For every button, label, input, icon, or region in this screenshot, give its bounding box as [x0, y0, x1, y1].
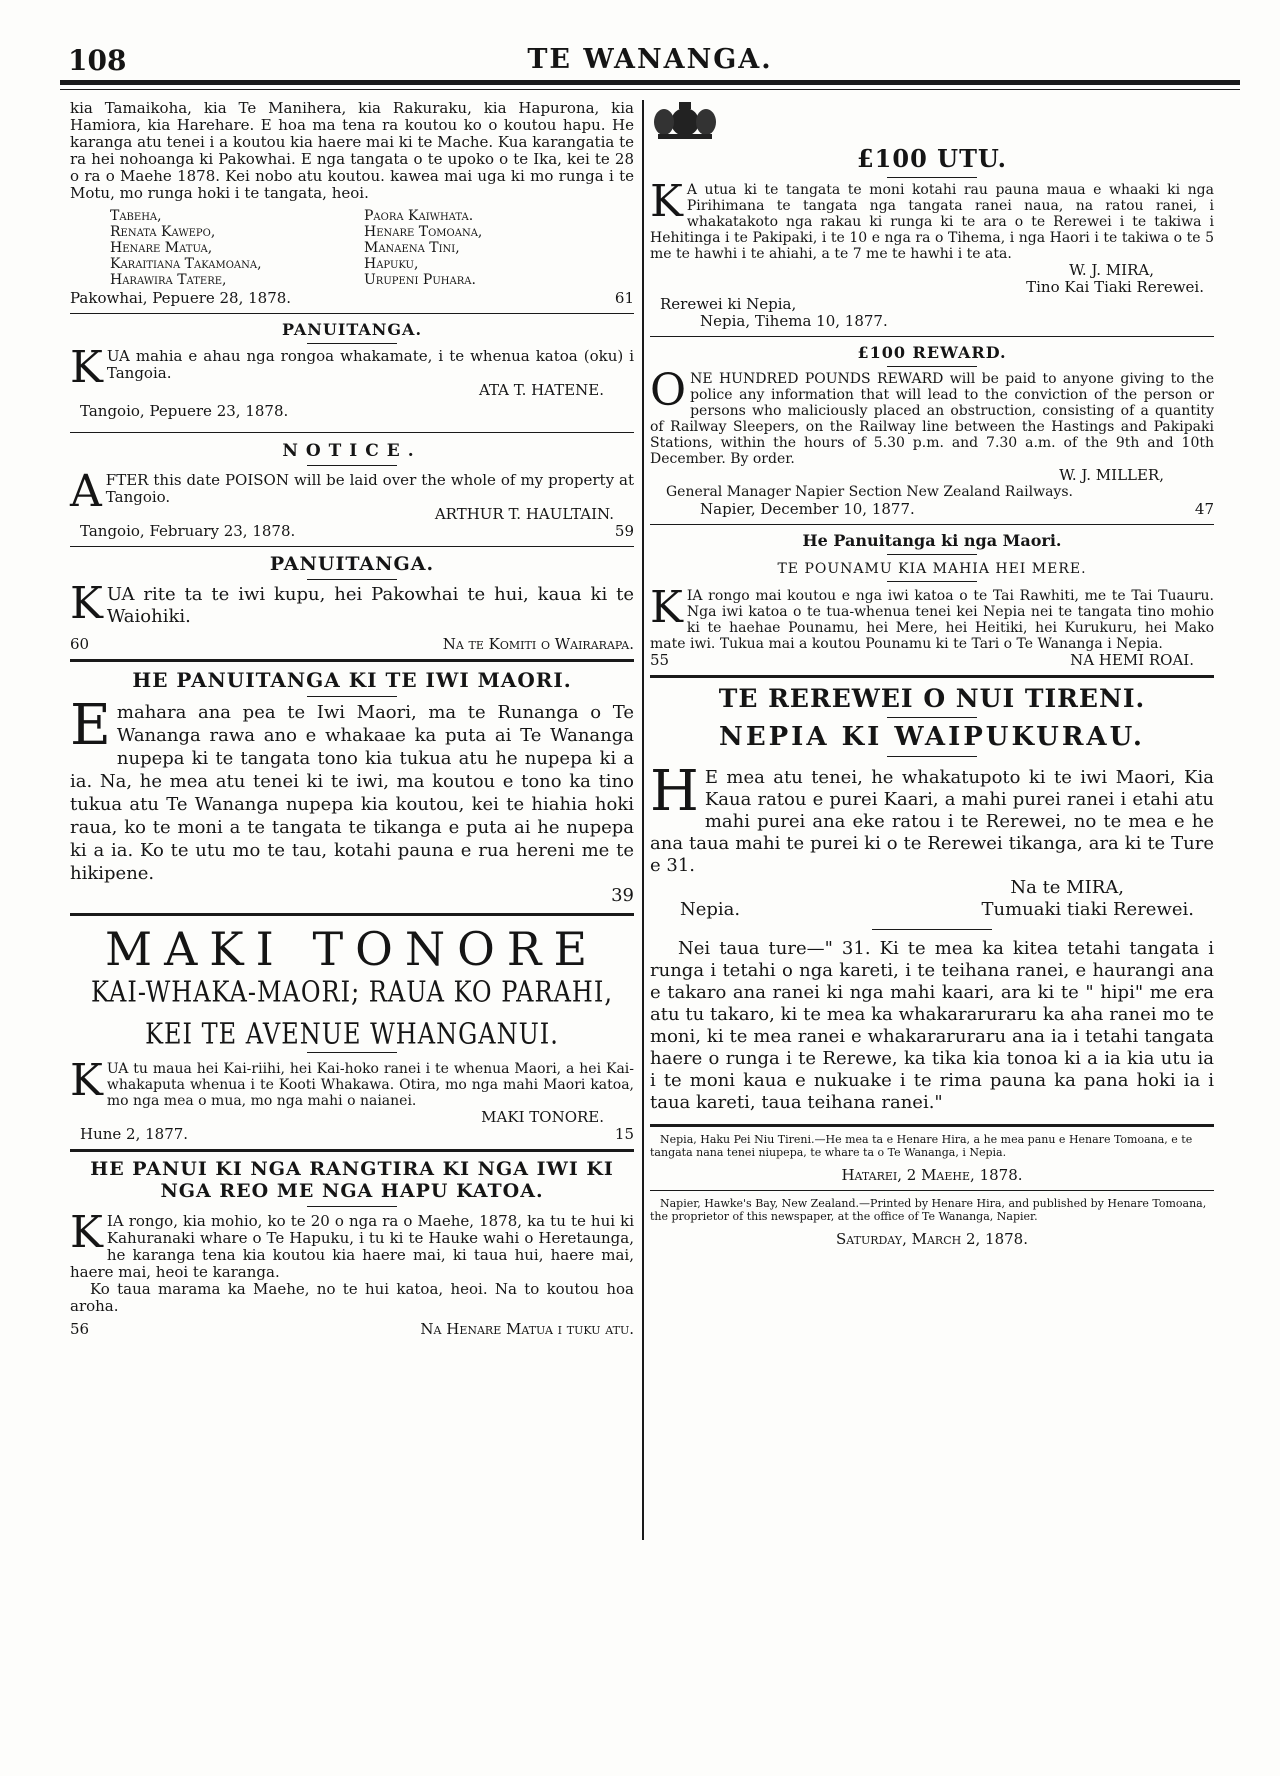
left-column — [70, 100, 634, 1338]
notice-text: UA rite ta te iwi kupu, hei Pakowhai te hui, kaua ki te Waiohiki. — [106, 584, 634, 627]
imprint — [650, 1133, 1214, 1248]
ad-number: 47 — [1194, 500, 1214, 518]
separator — [650, 1190, 1214, 1191]
drop-cap: K — [70, 1207, 103, 1258]
signer: Karaitiana Takamoana, — [110, 256, 262, 272]
short-rule — [307, 579, 397, 580]
number-signer-row — [70, 636, 634, 653]
royal-crest-icon — [650, 100, 720, 140]
signer: Henare Matua, — [110, 240, 213, 256]
ad-number: 55 — [650, 651, 670, 669]
date: Napier, December 10, 1877. — [700, 500, 915, 518]
section-subheading: NEPIA KI WAIPUKURAU. — [719, 722, 1145, 752]
separator — [650, 1124, 1214, 1127]
header-rule — [60, 80, 1240, 85]
separator — [70, 1149, 634, 1152]
signer: W. J. MIRA, — [1069, 261, 1154, 279]
short-rule — [887, 177, 977, 178]
section-subheading: TE POUNAMU KIA MAHIA HEI MERE. — [777, 561, 1087, 577]
law-text: Nei taua ture—" 31. Ki te mea ka kitea tetahi tangata i runga i tetahi o nga kareti, i te teihana ranei, e haurangi ana e takaro ana ranei ki nga mahi kaari, ara ki te " hipi" me era atu tu takaro, ki te mea ka whakararuraru ka aha ranei mo te moni, ki te mea ranei e whakararuraru ana ia i tetahi tangata haere o runga i te Rerewe, ka tika kia tonoa ki a ia kia utu ia i te moni kaua e nukuake i te rima pauna ka pana hoki ia i taua kareti, taua teihana ranei." — [650, 938, 1214, 1113]
drop-cap: K — [70, 578, 103, 629]
short-rule — [887, 717, 977, 718]
place-title-row — [680, 899, 1194, 921]
signer: Na te Komiti o Wairarapa. — [442, 635, 634, 653]
drop-cap: K — [650, 176, 683, 227]
section-heading: TE REREWEI O NUI TIRENI. — [718, 684, 1146, 713]
advertiser-title: MAKI TONORE — [104, 922, 600, 976]
signer: MAKI TONORE. — [481, 1108, 604, 1126]
short-rule — [887, 756, 977, 757]
separator — [650, 675, 1214, 678]
number-signer-row — [70, 1321, 634, 1338]
separator — [70, 659, 634, 662]
advertiser-address: KEI TE AVENUE WHANGANUI. — [145, 1017, 559, 1051]
header-rule-thin — [60, 89, 1240, 90]
short-rule — [872, 929, 992, 930]
place-date: Tangoio, February 23, 1878. — [80, 522, 296, 540]
ad-number: 61 — [614, 289, 634, 307]
signer: Harawira Tatere, — [110, 272, 227, 288]
date: Nepia, Tihema 10, 1877. — [700, 312, 888, 330]
notice-text: IA rongo, kia mohio, ko te 20 o nga ra o Maehe, 1878, ka tu te hui ki Kahuranaki whare o Te Hapuku, i tu ki te Hauke wahi o Heretaunga, he karanga tena kia koutou kia haere mai, ki taua hui, haere mai, haere mai, heoi te karanga. — [70, 1212, 634, 1281]
panuitanga-2 — [70, 553, 634, 653]
short-rule — [307, 696, 397, 697]
section-heading: HE PANUI KI NGA RANGTIRA KI NGA IWI KI NGA REO ME NGA HAPU KATOA. — [90, 1158, 614, 1202]
section-heading: HE PANUITANGA KI TE IWI MAORI. — [132, 668, 572, 692]
maori-notice — [70, 668, 634, 907]
separator — [70, 432, 634, 433]
imprint-english-date: Saturday, March 2, 1878. — [835, 1230, 1028, 1248]
utu-notice — [650, 100, 1214, 330]
ad-number: 15 — [614, 1125, 634, 1143]
short-rule — [307, 1052, 397, 1053]
short-rule — [307, 1206, 397, 1207]
imprint-maori: Nepia, Haku Pei Niu Tireni.—He mea ta e Henare Hira, a he mea panu e Henare Tomoana, e te tangata nana tenei niupepa, te whare ta o Te Wananga, i Nepia. — [650, 1133, 1193, 1159]
notice-text: FTER this date POISON will be laid over the whole of my property at Tangoio. — [105, 471, 634, 506]
place: Nepia. — [680, 899, 741, 920]
signer: Tabeha, — [110, 208, 162, 224]
notice-text: E mea atu tenei, he whakatupoto ki te iwi Maori, Kia Kaua ratou e purei Kaari, a mahi purei ranei i etahi atu mahi purei ana eke ratou i te Rerewei, no te mea e he ana taua mahi te purei ki o te Rerewei tikanga, ara ki te Ture e 31. — [650, 767, 1214, 876]
place-date-row — [80, 1126, 634, 1143]
hui-notice-text: kia Tamaikoha, kia Te Manihera, kia Rakuraku, kia Hapurona, kia Hamiora, kia Harehare. E hoa ma tena ra koutou ko o koutou hapu. He karanga atu tenei i a koutou kia haere mai ki te Mache. Kua karangatia te ra hei nohoanga ki Pakowhai. E nga tangata o te upoko o te Ika, kei te 28 o ra o Maehe 1878. Kei nobo atu koutou. kawea mai uga ki mo runga i te Motu, mo runga hoki i te tangata, heoi. — [70, 99, 634, 202]
signer: Urupeni Puhara. — [364, 272, 476, 288]
section-heading: NOTICE. — [282, 441, 422, 461]
short-rule — [887, 554, 977, 555]
drop-cap: H — [650, 759, 699, 824]
short-rule — [887, 366, 977, 367]
signer: Henare Tomoana, — [364, 224, 483, 240]
signers-list — [110, 208, 634, 288]
signer: Na te MIRA, — [1010, 877, 1124, 898]
notice-text: mahara ana pea te Iwi Maori, ma te Runanga o Te Wananga rawa ano e whakaae ka puta ai Te Wananga nupepa ki te tangata tono kia tukua atu he nupepa ki a ia. Na, he mea atu tenei ki te iwi, ma koutou e tono ka tino tukua atu Te Wananga nupepa kia koutou, kei te hiahia hoki raua, ko te moni a te tangata te tikanga e puta ai he nupepa ki a ia. Ko te utu mo te tau, kotahi pauna e rua hereni me te hikipene. — [70, 702, 634, 884]
reward-notice — [650, 343, 1214, 518]
signer-title: General Manager Napier Section New Zealand Railways. — [666, 484, 1073, 500]
drop-cap: K — [70, 342, 103, 393]
notice-text: A utua ki te tangata te moni kotahi rau pauna maua e whaaki ki nga Pirihimana te tangata nga tangata ranei naua, na ratou ranei, i whakatakoto nga rakau ki runga ki te ara o te Rerewei i te takiwa i Hehitinga i te Pakipaki, i te 10 e nga ra o Tihema, i nga Haori i te takiwa o te 5 me te hawhi i te ahiahi, a te 7 me te hawhi i te ata. — [650, 182, 1214, 262]
drop-cap: K — [650, 582, 683, 633]
panuitanga-1 — [70, 320, 634, 420]
section-heading: He Panuitanga ki nga Maori. — [802, 531, 1062, 550]
notice-text: UA tu maua hei Kai-riihi, hei Kai-hoko ranei i te whenua Maori, a hei Kai-whakaputa whenua i te Kooti Whakawa. Otira, mo nga mahi Maori katoa, mo nga mea o mua, mo nga mahi o naianei. — [106, 1061, 634, 1109]
place-date: Pakowhai, Pepuere 28, 1878. — [70, 289, 292, 307]
date-number-row — [700, 501, 1214, 518]
imprint-maori-date: Hatarei, 2 Maehe, 1878. — [841, 1166, 1023, 1184]
signer: Paora Kaiwhata. — [364, 208, 474, 224]
ad-number: 56 — [70, 1320, 90, 1338]
signer: ATA T. HATENE. — [478, 381, 604, 399]
signer-title: Tumuaki tiaki Rerewei. — [981, 899, 1194, 920]
railway-notice — [650, 684, 1214, 1114]
short-rule — [307, 465, 397, 466]
number-signer-row — [650, 652, 1214, 669]
masthead — [60, 40, 1240, 80]
signer: Renata Kawepo, — [110, 224, 216, 240]
hui-notice — [70, 100, 634, 307]
separator — [650, 524, 1214, 525]
section-heading: £100 REWARD. — [857, 343, 1007, 362]
rangatira-notice — [70, 1158, 634, 1338]
notice-text: IA rongo mai koutou e nga iwi katoa o te Tai Rawhiti, me te Tai Tuauru. Nga iwi katoa o te tua-whenua tenei kei Nepia nei te tangata tino mohio ki te haehae Pounamu, hei Mere, hei Heitiki, hei Kurukuru, hei Mako mate iwi. Tukua mai a koutou Pounamu ki te Tari o Te Wananga i Nepia. — [650, 588, 1214, 652]
notice-text: NE HUNDRED POUNDS REWARD will be paid to anyone giving to the police any information that will lead to the conviction of the person or persons who maliciously placed an obstruction, consisting of a quantity of Railway Sleepers, on the Railway line between the Hastings and Pakipaki Stations, within the hours of 5.30 p.m. and 7.30 a.m. of the 9th and 10th December. By order. — [650, 371, 1214, 467]
place-date-row — [80, 523, 634, 540]
ad-number: 59 — [614, 522, 634, 540]
notice-text: UA mahia e ahau nga rongoa whakamate, i te whenua katoa (oku) i Tangoia. — [106, 347, 634, 382]
notice-text-2: Ko taua marama ka Maehe, no te hui katoa, heoi. Na to koutou hoa aroha. — [70, 1280, 634, 1315]
pounamu-notice — [650, 531, 1214, 669]
drop-cap: A — [70, 466, 102, 517]
signer: ARTHUR T. HAULTAIN. — [434, 505, 614, 523]
notice-english — [70, 441, 634, 540]
maki-tonore-ad — [70, 922, 634, 1143]
place: Rerewei ki Nepia, — [660, 295, 797, 313]
signer: Hapuku, — [364, 256, 419, 272]
newspaper-title: TE WANANGA. — [527, 44, 773, 75]
short-rule — [887, 581, 977, 582]
imprint-english: Napier, Hawke's Bay, New Zealand.—Printed by Henare Hira, and published by Henare Tomoana, the proprietor of this newspaper, at the office of Te Wananga, Napier. — [650, 1197, 1207, 1223]
section-heading: PANUITANGA. — [281, 320, 423, 339]
place-date-row — [70, 290, 634, 307]
separator — [70, 313, 634, 314]
signer: W. J. MILLER, — [1059, 466, 1164, 484]
separator — [650, 336, 1214, 337]
signer: Na Henare Matua i tuku atu. — [420, 1320, 634, 1338]
signer: NA HEMI ROAI. — [1070, 651, 1194, 669]
separator — [70, 546, 634, 547]
signer-title: Tino Kai Tiaki Rerewei. — [1026, 278, 1204, 296]
drop-cap: O — [650, 365, 687, 416]
short-rule — [307, 343, 397, 344]
section-heading: PANUITANGA. — [269, 553, 435, 575]
ad-number: 39 — [611, 885, 634, 906]
place-date: Tangoio, Pepuere 23, 1878. — [80, 402, 289, 420]
page-number: 108 — [68, 44, 127, 77]
drop-cap: K — [70, 1055, 103, 1106]
section-heading: £100 UTU. — [856, 144, 1008, 173]
drop-cap: E — [70, 693, 111, 758]
signer: Manaena Tini, — [364, 240, 460, 256]
advertiser-subtitle: KAI-WHAKA-MAORI; RAUA KO PARAHI, — [91, 975, 613, 1009]
right-column — [650, 100, 1214, 1248]
separator — [70, 913, 634, 916]
place-date: Hune 2, 1877. — [80, 1125, 189, 1143]
ad-number: 60 — [70, 635, 90, 653]
column-divider — [642, 100, 644, 1540]
